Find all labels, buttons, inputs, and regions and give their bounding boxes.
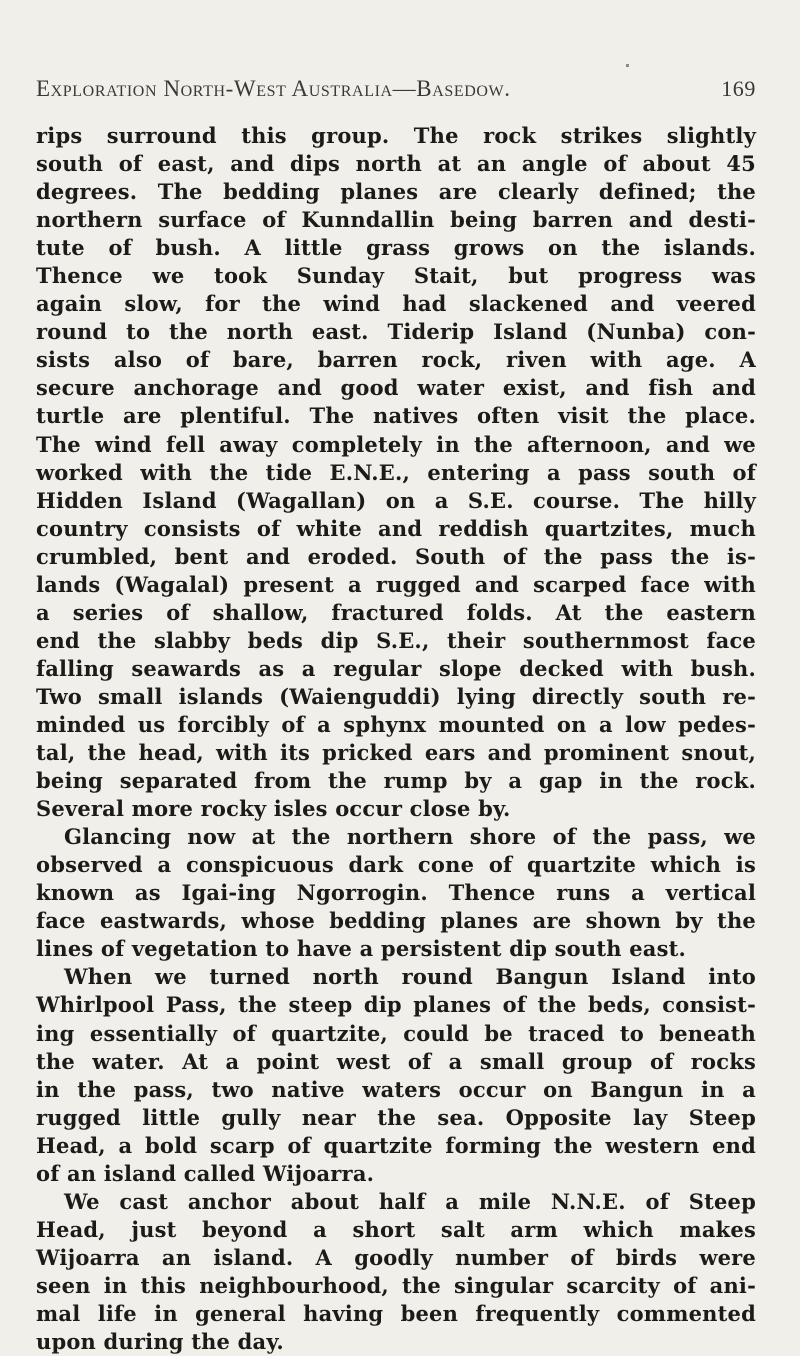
- text-line: tal, the head, with its pricked ears and prominent snout,: [36, 740, 756, 766]
- text-line: observed a conspicuous dark cone of quartzite which is: [36, 852, 756, 878]
- text-line: face eastwards, whose bedding planes are shown by the: [36, 908, 756, 934]
- text-line: south of east, and dips north at an angle of about 45: [36, 151, 756, 177]
- text-line: worked with the tide E.N.E., entering a pass south of: [36, 459, 756, 485]
- text-line: again slow, for the wind had slackened and veered: [36, 291, 756, 317]
- text-line: round to the north east. Tiderip Island (Nunba) con-: [36, 319, 756, 345]
- text-line: the water. At a point west of a small group of rocks: [36, 1048, 756, 1074]
- text-line: country consists of white and reddish quartzites, much: [36, 515, 756, 541]
- text-line: of an island called Wijoarra.: [36, 1160, 375, 1186]
- text-line: Wijoarra an island. A goodly number of birds were: [36, 1244, 756, 1270]
- text-line: end the slabby beds dip S.E., their southernmost face: [36, 627, 756, 653]
- text-line: Head, a bold scarp of quartzite forming the western end: [36, 1132, 756, 1158]
- running-header: [36, 76, 756, 102]
- text-line: Thence we took Sunday Stait, but progress was: [36, 263, 756, 289]
- text-line: sists also of bare, barren rock, riven with age. A: [36, 347, 756, 373]
- text-line: mal life in general having been frequently commented: [36, 1300, 756, 1326]
- text-line: Glancing now at the northern shore of the pass, we: [64, 824, 756, 850]
- text-line: Head, just beyond a short salt arm which makes: [36, 1216, 756, 1242]
- text-line: northern surface of Kunndallin being barren and desti-: [36, 207, 756, 233]
- text-line: seen in this neighbourhood, the singular scarcity of ani-: [36, 1272, 756, 1298]
- text-line: Several more rocky isles occur close by.: [36, 796, 511, 822]
- page-number: 169: [721, 76, 756, 101]
- text-line: Hidden Island (Wagallan) on a S.E. course. The hilly: [36, 487, 756, 513]
- text-line: known as Igai-ing Ngorrogin. Thence runs a vertical: [36, 880, 756, 906]
- text-line: minded us forcibly of a sphynx mounted on a low pedes-: [36, 711, 756, 737]
- text-line: rips surround this group. The rock strikes slightly: [36, 123, 756, 148]
- text-line: Whirlpool Pass, the steep dip planes of the beds, consist-: [36, 992, 756, 1018]
- body-text: [36, 122, 756, 1356]
- text-line: rugged little gully near the sea. Opposite lay Steep: [36, 1104, 756, 1130]
- text-line: Two small islands (Waienguddi) lying directly south re-: [36, 683, 756, 709]
- text-line: lines of vegetation to have a persistent dip south east.: [36, 936, 687, 962]
- text-line: When we turned north round Bangun Island into: [64, 964, 756, 990]
- text-line: We cast anchor about half a mile N.N.E. of Steep: [64, 1188, 756, 1214]
- text-line: crumbled, bent and eroded. South of the pass the is-: [36, 543, 756, 569]
- text-line: secure anchorage and good water exist, and fish and: [36, 375, 756, 401]
- text-line: degrees. The bedding planes are clearly defined; the: [36, 179, 756, 205]
- running-title: Exploration North-West Australia—Basedow.: [36, 76, 511, 101]
- text-line: ing essentially of quartzite, could be traced to beneath: [36, 1020, 756, 1046]
- text-line: a series of shallow, fractured folds. At the eastern: [36, 599, 756, 625]
- text-line: tute of bush. A little grass grows on the islands.: [36, 235, 756, 261]
- print-mark: [626, 64, 629, 67]
- text-line: falling seawards as a regular slope decked with bush.: [36, 655, 756, 681]
- text-line: being separated from the rump by a gap in the rock.: [36, 768, 756, 794]
- text-line: lands (Wagalal) present a rugged and scarped face with: [36, 571, 756, 597]
- text-line: in the pass, two native waters occur on Bangun in a: [36, 1076, 756, 1102]
- text-line: The wind fell away completely in the afternoon, and we: [36, 431, 756, 457]
- text-line: upon during the day.: [36, 1329, 284, 1355]
- text-line: turtle are plentiful. The natives often visit the place.: [36, 403, 756, 429]
